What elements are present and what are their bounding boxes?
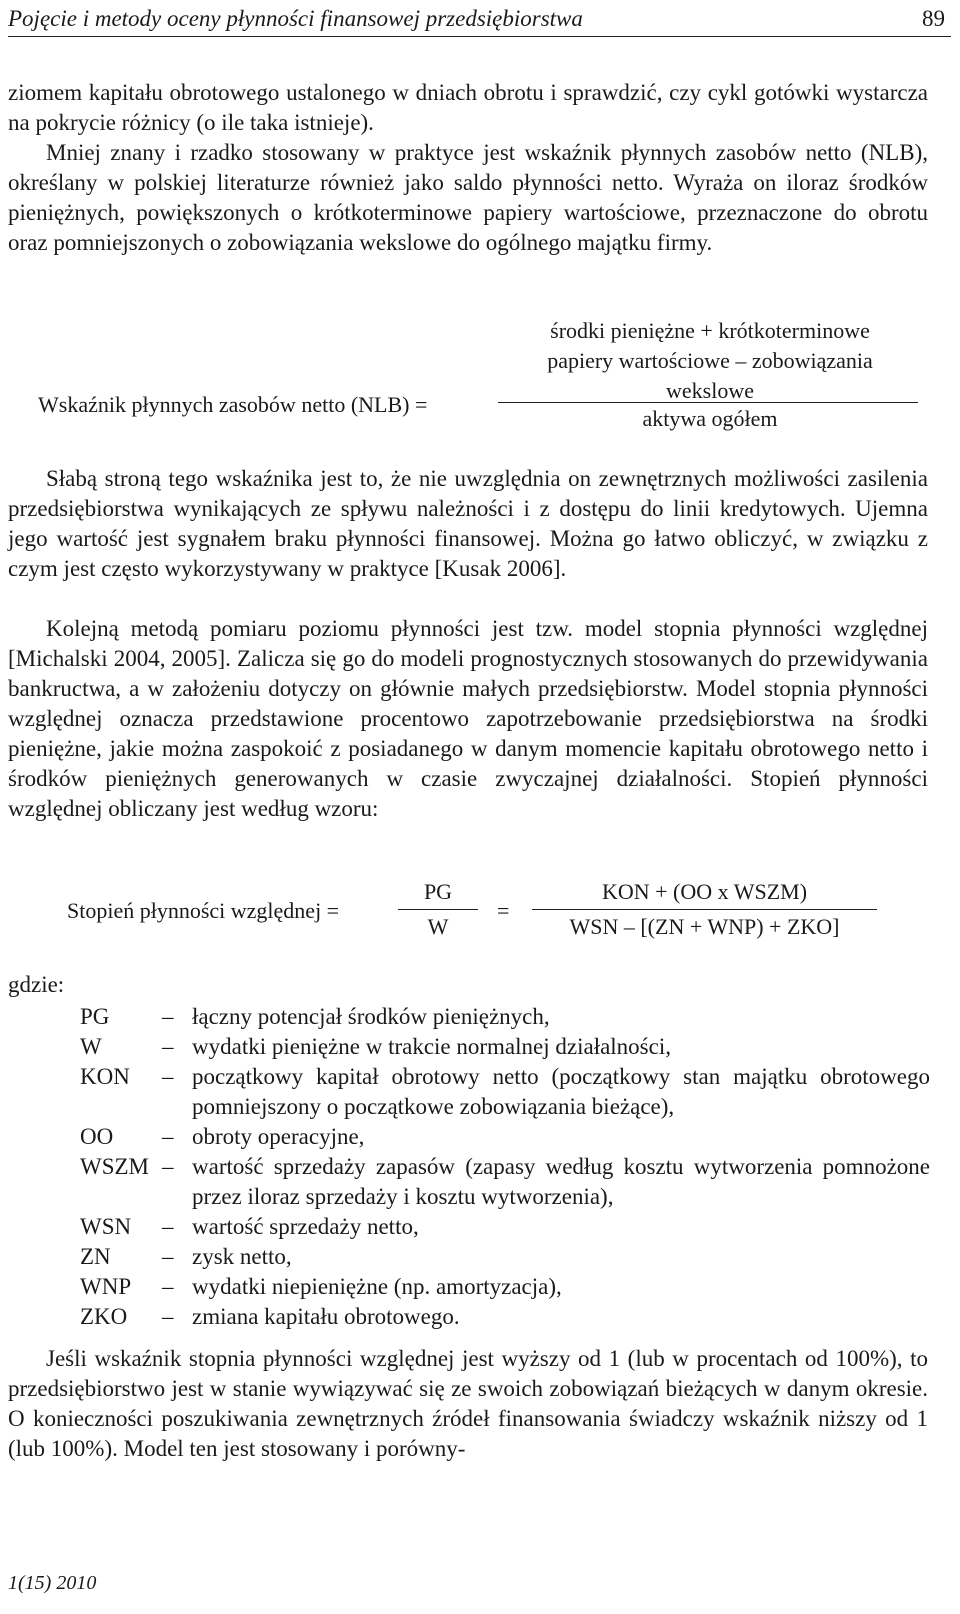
- paragraph-nlb-critique: Słabą stroną tego wskaźnika jest to, że nie uwzględnia on zewnętrznych możliwości zasilenia przedsiębiorstwa wynikających ze spływu należności i z dostępu do linii kredytowych. Ujemna jego wartość jest sygnałem braku płynności finansowej. Można go łatwo obliczyć, w związku z czym jest często wykorzystywany w praktyce [Kusak 2006].: [8, 466, 928, 581]
- fraction-denominator: W: [427, 914, 449, 939]
- definition-symbol: W: [80, 1034, 102, 1059]
- definition-item: [80, 1032, 930, 1062]
- definition-symbol: OO: [80, 1124, 114, 1149]
- page-number: 89: [922, 6, 945, 31]
- paragraph-nlb-intro: Mniej znany i rzadko stosowany w praktyce jest wskaźnik płynnych zasobów netto (NLB), określany w polskiej literaturze również jako saldo płynności netto. Wyraża on iloraz środków pieniężnych, powiększonych o krótkoterminowe papiery wartościowe, przeznaczone do obrotu oraz pomniejszonych o zobowiązania wekslowe do ogólnego majątku firmy.: [8, 140, 928, 255]
- numerator-line: środki pieniężne + krótkoterminowe: [550, 318, 870, 343]
- issue-footer: 1(15) 2010: [8, 1572, 97, 1594]
- definition-item: [80, 1242, 930, 1272]
- definition-dash: –: [162, 1304, 174, 1329]
- definition-symbol: ZKO: [80, 1304, 128, 1329]
- definition-item: [80, 1002, 930, 1032]
- definition-text: zysk netto,: [192, 1244, 292, 1269]
- definition-dash: –: [162, 1004, 174, 1029]
- numerator-line: wekslowe: [666, 378, 754, 403]
- definition-dash: –: [162, 1034, 174, 1059]
- definition-item: [80, 1212, 930, 1242]
- definition-dash: –: [162, 1154, 174, 1179]
- definition-symbol: PG: [80, 1004, 110, 1029]
- definition-dash: –: [162, 1274, 174, 1299]
- formula-nlb-denominator: aktywa ogółem: [642, 406, 778, 431]
- fraction-pg-w: [398, 878, 478, 941]
- definition-symbol: WSN: [80, 1214, 132, 1239]
- definitions-list: [80, 1002, 930, 1332]
- definition-item: [80, 1302, 930, 1332]
- definition-item: [80, 1152, 930, 1212]
- definition-text: wydatki pieniężne w trakcie normalnej działalności,: [192, 1034, 671, 1059]
- definition-symbol: WSZM: [80, 1154, 149, 1179]
- definition-text: wydatki niepieniężne (np. amortyzacja),: [192, 1274, 562, 1299]
- running-header: [8, 4, 951, 37]
- numerator-line: papiery wartościowe – zobowiązania: [547, 348, 873, 373]
- definition-text: wartość sprzedaży zapasów (zapasy według kosztu wytworzenia pomnożone przez iloraz sprzedaży i kosztu wytworzenia),: [192, 1154, 930, 1209]
- fraction-numerator: PG: [423, 879, 453, 904]
- definition-text: łączny potencjał środków pieniężnych,: [192, 1004, 550, 1029]
- definition-symbol: KON: [80, 1064, 130, 1089]
- formula-relative-liquidity: [0, 878, 960, 948]
- paragraph-continuation: ziomem kapitału obrotowego ustalonego w dniach obrotu i sprawdzić, czy cykl gotówki wystarcza na pokrycie różnicy (o ile taka istnieje).: [8, 80, 928, 135]
- running-title: Pojęcie i metody oceny płynności finansowej przedsiębiorstwa: [8, 6, 583, 31]
- equals-sign: =: [497, 898, 510, 923]
- definition-text: zmiana kapitału obrotowego.: [192, 1304, 460, 1329]
- definition-dash: –: [162, 1064, 174, 1089]
- definition-symbol: WNP: [80, 1274, 132, 1299]
- formula-nlb-numerator: [495, 316, 925, 406]
- fraction-expanded: [532, 878, 877, 941]
- definition-text: wartość sprzedaży netto,: [192, 1214, 419, 1239]
- formula-nlb-lhs: Wskaźnik płynnych zasobów netto (NLB) =: [38, 392, 428, 417]
- definition-symbol: ZN: [80, 1244, 111, 1269]
- fraction-numerator: KON + (OO x WSZM): [601, 879, 808, 904]
- definitions-intro: gdzie:: [8, 972, 65, 997]
- definition-item: [80, 1272, 930, 1302]
- formula-rl-lhs: Stopień płynności względnej =: [67, 898, 340, 923]
- fraction-bar: [398, 909, 478, 910]
- definition-text: początkowy kapitał obrotowy netto (początkowy stan majątku obrotowego pomniejszony o początkowe zobowiązania bieżące),: [192, 1064, 930, 1119]
- definition-text: obroty operacyjne,: [192, 1124, 365, 1149]
- definition-item: [80, 1122, 930, 1152]
- definition-dash: –: [162, 1124, 174, 1149]
- fraction-bar: [498, 402, 918, 403]
- fraction-denominator: WSN – [(ZN + WNP) + ZKO]: [569, 914, 840, 939]
- paragraph-relative-liquidity: Kolejną metodą pomiaru poziomu płynności jest tzw. model stopnia płynności względnej [Michalski 2004, 2005]. Zalicza się go do modeli prognostycznych stosowanych do przewidywania bankructwa, a w założeniu dotyczy on głównie małych przedsiębiorstw. Model stopnia płynności względnej oznacza przedstawione procentowo zapotrzebowanie przedsiębiorstwa na środki pieniężne, jakie można zaspokoić z posiadanego w danym momencie kapitału obrotowego netto i środków pieniężnych generowanych w czasie zwyczajnej działalności. Stopień płynności względnej obliczany jest według wzoru:: [8, 616, 928, 821]
- paragraph-interpretation: Jeśli wskaźnik stopnia płynności względnej jest wyższy od 1 (lub w procentach od 100%), to przedsiębiorstwo jest w stanie wywiązywać się ze swoich zobowiązań bieżących w danym okresie. O konieczności poszukiwania zewnętrznych źródeł finansowania świadczy wskaźnik niższy od 1 (lub 100%). Model ten jest stosowany i porówny-: [8, 1346, 928, 1461]
- formula-nlb: [0, 312, 960, 442]
- fraction-bar: [532, 909, 877, 910]
- definition-dash: –: [162, 1244, 174, 1269]
- definition-dash: –: [162, 1214, 174, 1239]
- definition-item: [80, 1062, 930, 1122]
